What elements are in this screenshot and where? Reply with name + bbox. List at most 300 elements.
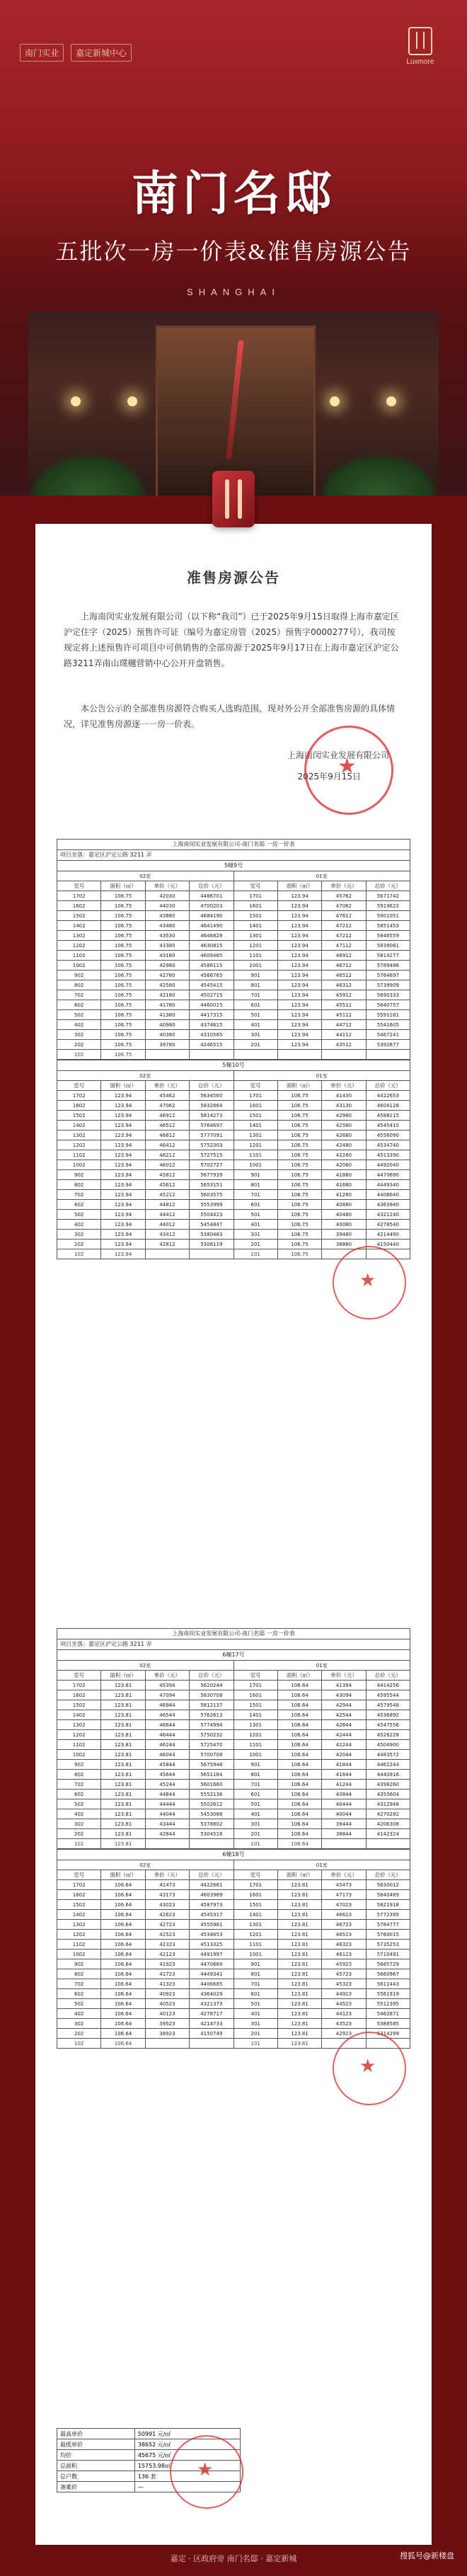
- table-cell: 5512395: [366, 1999, 410, 2009]
- table-cell: 102: [57, 2039, 101, 2049]
- table-cell: 601: [233, 1200, 277, 1210]
- table-cell: 4206308: [366, 1819, 410, 1829]
- table-cell: 46912: [322, 951, 366, 961]
- column-header: 总价（元）: [366, 1671, 410, 1681]
- table-cell: 106.64: [101, 1979, 145, 1989]
- table-cell: 106.75: [277, 1140, 321, 1150]
- table-cell: 42080: [322, 1160, 366, 1170]
- table-cell: 4646828: [190, 931, 233, 941]
- table-cell: 123.94: [277, 901, 321, 911]
- table-row: [57, 1020, 410, 1030]
- table-cell: 4491997: [190, 1950, 233, 1959]
- table-cell: 1502: [57, 1900, 101, 1910]
- table-row: [57, 980, 410, 990]
- table-cell: 123.94: [101, 1220, 145, 1230]
- table-cell: 4609465: [190, 951, 233, 961]
- table-cell: 701: [233, 1190, 277, 1200]
- table-cell: 106.64: [277, 1780, 321, 1790]
- table-cell: 40380: [145, 1030, 189, 1040]
- table-cell: 45512: [322, 1000, 366, 1010]
- table-cell: 1101: [233, 1150, 277, 1160]
- table-cell: 5502612: [190, 1799, 233, 1809]
- table-cell: 41923: [145, 1959, 189, 1969]
- table-cell: 123.94: [101, 1121, 145, 1130]
- table-cell: 5671742: [366, 891, 410, 901]
- table-row: [57, 1780, 410, 1790]
- table-cell: 106.64: [101, 2039, 145, 2049]
- notice-paragraph-2: 本公告公示的全部准售房源符合购买人选购范围，现对外公开全部准售房源的具体情况，详见准售房源逐一一房一价表。: [64, 704, 396, 729]
- table-cell: 106.75: [101, 961, 145, 971]
- table-caption: 上海南闵实业发展有限公司-南门名邸 一房一价表: [57, 839, 410, 849]
- table-cell: 41323: [145, 1979, 189, 1989]
- table-cell: 41680: [322, 1180, 366, 1190]
- table-cell: 201: [233, 1040, 277, 1050]
- table-cell: 47023: [322, 1900, 366, 1910]
- table-cell: 42923: [322, 2029, 366, 2039]
- table-cell: 5651184: [190, 1770, 233, 1780]
- table-cell: 41394: [322, 1681, 366, 1690]
- table-cell: 42444: [322, 1730, 366, 1740]
- table-cell: 1002: [57, 961, 101, 971]
- table-cell: 302: [57, 2019, 101, 2029]
- table-row: [57, 1000, 410, 1010]
- table-cell: 502: [57, 1999, 101, 2009]
- summary-seal-icon: ★: [170, 2435, 243, 2509]
- table-cell: 1102: [57, 951, 101, 961]
- table-row: [57, 1790, 410, 1799]
- table-cell: 106.64: [277, 1809, 321, 1819]
- table-cell: 42680: [322, 1130, 366, 1140]
- table-cell: 123.81: [101, 1770, 145, 1780]
- hero-banner: [0, 0, 467, 496]
- table-cell: 45244: [145, 1780, 189, 1790]
- table-cell: 123.81: [101, 1790, 145, 1799]
- table-cell: 123.94: [277, 891, 321, 901]
- table-row: [57, 931, 410, 941]
- table-cell: 123.81: [101, 1710, 145, 1720]
- table-cell: 1601: [233, 1890, 277, 1900]
- table-cell: 42623: [145, 1910, 189, 1920]
- table-cell: 123.94: [101, 1190, 145, 1200]
- table-cell: 302: [57, 1819, 101, 1829]
- unit-right: 01室: [233, 1071, 410, 1081]
- table-row: [57, 1160, 410, 1170]
- table-row: [57, 990, 410, 1000]
- table-cell: 106.64: [277, 1760, 321, 1770]
- table-cell: 123.81: [101, 1780, 145, 1790]
- table-cell: 5789486: [366, 961, 410, 971]
- table-row: [57, 1190, 410, 1200]
- table-cell: 1301: [233, 931, 277, 941]
- table-row: [57, 901, 410, 911]
- table-cell: 4513325: [190, 1940, 233, 1950]
- table-cell: 42180: [145, 990, 189, 1000]
- price-table-1: [57, 839, 410, 1259]
- table-cell: 123.94: [101, 1091, 145, 1101]
- table-cell: 4588115: [366, 1111, 410, 1121]
- table-cell: 1401: [233, 1910, 277, 1920]
- table-cell: 1501: [233, 911, 277, 921]
- column-header: 单价（元）: [322, 1671, 366, 1681]
- table-cell: 4321240: [366, 1210, 410, 1220]
- table-row: [57, 1920, 410, 1930]
- table-cell: 41430: [322, 1091, 366, 1101]
- column-header: 室号: [233, 1671, 277, 1681]
- table-cell: 123.81: [101, 1809, 145, 1819]
- column-header: 面积（㎡）: [101, 1081, 145, 1091]
- table-cell: 4604128: [366, 1101, 410, 1111]
- table-cell: 123.81: [277, 2009, 321, 2019]
- table-cell: 106.75: [101, 941, 145, 951]
- table-cell: 123.81: [101, 1730, 145, 1740]
- building-label: 5幢9号: [57, 860, 410, 871]
- table-cell: 401: [233, 1220, 277, 1230]
- table-cell: 5640757: [366, 1000, 410, 1010]
- table-cell: 5725470: [190, 1740, 233, 1750]
- table-cell: 602: [57, 1000, 101, 1010]
- table-cell: 901: [233, 1959, 277, 1969]
- table-cell: 42544: [322, 1710, 366, 1720]
- table-cell: 44123: [322, 2009, 366, 2019]
- table-row: [57, 2019, 410, 2029]
- table-cell: 301: [233, 1030, 277, 1040]
- table-cell: 5840489: [366, 1890, 410, 1900]
- table-cell: 1702: [57, 1880, 101, 1890]
- table-cell: 123.94: [277, 971, 321, 980]
- table-cell: 40880: [322, 1200, 366, 1210]
- column-header: 总价（元）: [366, 881, 410, 891]
- table-cell: 1601: [233, 1690, 277, 1700]
- table-cell: 43380: [145, 941, 189, 951]
- table-cell: 45112: [322, 1010, 366, 1020]
- table-cell: 46323: [322, 1940, 366, 1950]
- table-cell: 201: [233, 2029, 277, 2039]
- table-cell: 4422681: [190, 1880, 233, 1890]
- table-cell: 106.64: [101, 1930, 145, 1940]
- table-cell: 123.94: [277, 1030, 321, 1040]
- table-cell: 123.81: [277, 1900, 321, 1910]
- table-cell: 102: [57, 1839, 101, 1849]
- table-cell: 106.75: [277, 1249, 321, 1259]
- table-cell: 1401: [233, 1710, 277, 1720]
- table-cell: 106.64: [101, 1890, 145, 1900]
- table-cell: 5454847: [190, 1220, 233, 1230]
- table-cell: 43094: [322, 1690, 366, 1700]
- table-cell: 4278717: [190, 2009, 233, 2019]
- column-header: 单价（元）: [145, 1671, 189, 1681]
- table-cell: 45394: [145, 1681, 189, 1690]
- table-cell: 301: [233, 1230, 277, 1240]
- table-cell: 106.64: [101, 1910, 145, 1920]
- table-cell: 123.94: [101, 1230, 145, 1240]
- page-subtitle: 五批次一房一价表&准售房源公告: [55, 239, 412, 264]
- table-cell: 40044: [322, 1809, 366, 1819]
- table-cell: 5685729: [366, 1959, 410, 1969]
- table-cell: 1001: [233, 1160, 277, 1170]
- table-cell: 38844: [322, 1829, 366, 1839]
- table-cell: 42480: [322, 1140, 366, 1150]
- column-header: 总价（元）: [190, 1870, 233, 1880]
- table-cell: 38880: [322, 1240, 366, 1249]
- price-grid: [57, 1070, 410, 1259]
- table-cell: 44812: [145, 1200, 189, 1210]
- table-cell: 123.81: [277, 1910, 321, 1920]
- lamp-icon: [127, 396, 137, 406]
- table-row: [57, 1230, 410, 1240]
- notice-date: 2025年9月15日: [297, 772, 361, 782]
- table-cell: 123.94: [101, 1170, 145, 1180]
- table-row: [57, 1150, 410, 1160]
- table-cell: 4246515: [190, 1040, 233, 1050]
- table-cell: 43023: [145, 1900, 189, 1910]
- table-cell: 1402: [57, 1121, 101, 1130]
- table-cell: 1302: [57, 1920, 101, 1930]
- column-header: 单价（元）: [145, 1081, 189, 1091]
- table-cell: 44444: [145, 1799, 189, 1809]
- table-cell: 4547556: [366, 1720, 410, 1730]
- table-cell: 43530: [145, 931, 189, 941]
- emblem-icon: [212, 471, 255, 527]
- footer-row: [57, 1839, 410, 1849]
- table-cell: 1502: [57, 911, 101, 921]
- table-cell: 202: [57, 1829, 101, 1839]
- table-cell: 46944: [145, 1700, 189, 1710]
- table-cell: 39780: [145, 1040, 189, 1050]
- table-cell: 4355604: [366, 1790, 410, 1799]
- table-cell: 902: [57, 1170, 101, 1180]
- table-cell: 45923: [322, 1959, 366, 1969]
- table-cell: 4417315: [190, 1010, 233, 1020]
- table-cell: 40844: [322, 1790, 366, 1799]
- table-row: [57, 1220, 410, 1230]
- table-cell: 123.94: [101, 1210, 145, 1220]
- table-cell: 123.94: [277, 921, 321, 931]
- table-cell: 5851453: [366, 921, 410, 931]
- table-cell: 1001: [233, 1750, 277, 1760]
- table-cell: 802: [57, 1770, 101, 1780]
- brand-mark-icon: [408, 27, 432, 55]
- table-cell: 4422653: [366, 1091, 410, 1101]
- table-cell: 47062: [145, 1101, 189, 1111]
- table-cell: 4545415: [190, 980, 233, 990]
- table-row: [57, 1999, 410, 2009]
- table-row: [57, 911, 410, 921]
- table-cell: 45612: [145, 1180, 189, 1190]
- table-cell: 601: [233, 1989, 277, 1999]
- table-cell: 45212: [145, 1190, 189, 1200]
- table-row: [57, 1979, 410, 1989]
- table-row: [57, 1950, 410, 1959]
- table-cell: 106.75: [101, 971, 145, 980]
- table-cell: 123.94: [101, 1249, 145, 1259]
- table-cell: 123.94: [277, 1000, 321, 1010]
- table-cell: 123.81: [277, 1940, 321, 1950]
- table-cell: [145, 1839, 189, 1849]
- table-cell: 1701: [233, 1091, 277, 1101]
- table-cell: 106.75: [277, 1240, 321, 1249]
- table-cell: 501: [233, 1999, 277, 2009]
- table-cell: 123.94: [277, 1040, 321, 1050]
- table-cell: 4545317: [190, 1910, 233, 1920]
- table-cell: 5690333: [366, 990, 410, 1000]
- table-cell: 4398260: [366, 1780, 410, 1790]
- table-cell: 123.94: [101, 1150, 145, 1160]
- table-cell: 46212: [145, 1150, 189, 1160]
- table-cell: 106.64: [101, 2019, 145, 2029]
- table-row: [57, 1681, 410, 1690]
- table-cell: 1202: [57, 1930, 101, 1940]
- table-cell: 202: [57, 2029, 101, 2039]
- table-row: [57, 1710, 410, 1720]
- table-cell: 1101: [233, 1940, 277, 1950]
- table-cell: 106.75: [101, 951, 145, 961]
- table-cell: 40523: [145, 1999, 189, 2009]
- summary-value: 50991 元/㎡: [134, 2429, 240, 2439]
- table-cell: 106.64: [277, 1740, 321, 1750]
- table-cell: 45723: [322, 1969, 366, 1979]
- column-header: 面积（㎡）: [277, 1870, 321, 1880]
- table-cell: 106.64: [277, 1690, 321, 1700]
- table-cell: 901: [233, 1760, 277, 1770]
- table-cell: 4462244: [366, 1760, 410, 1770]
- table-cell: [277, 1050, 321, 1060]
- table-cell: 4641490: [190, 921, 233, 931]
- column-header: 总价（元）: [190, 1081, 233, 1091]
- table-cell: 106.75: [101, 921, 145, 931]
- table-cell: 4150440: [366, 1240, 410, 1249]
- table-cell: 602: [57, 1989, 101, 1999]
- table-cell: 4587973: [190, 1900, 233, 1910]
- table-row: [57, 1010, 410, 1020]
- table-cell: 46712: [322, 961, 366, 971]
- table-cell: 42280: [322, 1150, 366, 1160]
- table-cell: 123.94: [101, 1180, 145, 1190]
- table-cell: 123.81: [101, 1750, 145, 1760]
- table-cell: 4603969: [190, 1890, 233, 1900]
- table-row: [57, 1111, 410, 1121]
- table-cell: 5620244: [190, 1681, 233, 1690]
- table-cell: 4270292: [366, 1809, 410, 1819]
- table-cell: 40923: [145, 1989, 189, 1999]
- table-cell: 106.75: [101, 1020, 145, 1030]
- unit-row: [57, 1661, 410, 1671]
- table-cell: 5762613: [190, 1710, 233, 1720]
- table-row: [57, 961, 410, 971]
- table-cell: 42044: [322, 1750, 366, 1760]
- table-cell: 4414256: [366, 1681, 410, 1690]
- table-cell: 4526228: [366, 1730, 410, 1740]
- company-seal-icon: ★: [304, 726, 393, 815]
- table-cell: 44844: [145, 1790, 189, 1799]
- table-cell: 46123: [322, 1950, 366, 1959]
- column-header: 室号: [57, 1671, 101, 1681]
- table-cell: 44923: [322, 1989, 366, 1999]
- table-cell: 5764697: [190, 1121, 233, 1130]
- table-cell: 47212: [322, 931, 366, 941]
- summary-label: 总面积: [57, 2461, 135, 2471]
- table-cell: 42523: [145, 1930, 189, 1940]
- unit-right: 01室: [233, 1661, 410, 1671]
- table-cell: 1102: [57, 1150, 101, 1160]
- table-cell: [190, 1050, 233, 1060]
- column-header: 单价（元）: [322, 1081, 366, 1091]
- table-cell: 101: [233, 1839, 277, 1849]
- table-cell: 1401: [233, 921, 277, 931]
- table-cell: 46012: [145, 1160, 189, 1170]
- table-cell: 4556090: [366, 1130, 410, 1140]
- table-cell: 5306119: [190, 1240, 233, 1249]
- table-cell: 802: [57, 1969, 101, 1979]
- table-cell: 902: [57, 1760, 101, 1770]
- table-cell: 106.75: [277, 1170, 321, 1180]
- table-cell: 46412: [145, 1140, 189, 1150]
- table-cell: 106.64: [277, 1710, 321, 1720]
- table-cell: 41844: [322, 1760, 366, 1770]
- column-header: 单价（元）: [145, 1870, 189, 1880]
- table-cell: 46612: [145, 1130, 189, 1140]
- table-cell: 106.75: [277, 1230, 321, 1240]
- table-cell: 801: [233, 1969, 277, 1979]
- table-cell: 102: [57, 1050, 101, 1060]
- table-cell: 402: [57, 1020, 101, 1030]
- table-cell: 106.64: [101, 1950, 145, 1959]
- table-cell: 106.75: [277, 1200, 321, 1210]
- summary-value: —: [134, 2482, 240, 2492]
- table-cell: 46623: [322, 1910, 366, 1920]
- table-cell: 106.64: [101, 1959, 145, 1969]
- table-cell: [322, 1050, 366, 1060]
- column-header: 面积（㎡）: [101, 1870, 145, 1880]
- table-cell: 302: [57, 1230, 101, 1240]
- table-cell: 123.81: [101, 1740, 145, 1750]
- table-cell: 1402: [57, 921, 101, 931]
- lamp-icon: [330, 396, 340, 406]
- table-cell: 1302: [57, 1720, 101, 1730]
- table-cell: 106.64: [277, 1819, 321, 1829]
- table-cell: 601: [233, 1000, 277, 1010]
- table-cell: 43180: [145, 951, 189, 961]
- table-cell: 402: [57, 1220, 101, 1230]
- column-header: 面积（㎡）: [277, 881, 321, 891]
- table-cell: 46512: [322, 971, 366, 980]
- table-cell: 4470690: [366, 1170, 410, 1180]
- table-cell: 5846559: [366, 931, 410, 941]
- table-cell: 902: [57, 1959, 101, 1969]
- table-cell: 123.94: [101, 1111, 145, 1121]
- table-cell: 106.75: [101, 901, 145, 911]
- table-cell: 1602: [57, 901, 101, 911]
- table-cell: 5601660: [190, 1780, 233, 1790]
- table-cell: 1402: [57, 1910, 101, 1920]
- table-cell: 123.94: [101, 1200, 145, 1210]
- table-cell: 106.75: [101, 1040, 145, 1050]
- table-cell: 45462: [145, 1091, 189, 1101]
- table-cell: 5304516: [190, 1829, 233, 1839]
- table-row: [57, 921, 410, 931]
- table-cell: 42944: [322, 1700, 366, 1710]
- table-cell: 46244: [145, 1740, 189, 1750]
- column-header: 单价（元）: [322, 881, 366, 891]
- table-cell: 702: [57, 990, 101, 1000]
- table-cell: 123.94: [277, 941, 321, 951]
- column-header: 面积（㎡）: [277, 1671, 321, 1681]
- table-cell: 123.94: [277, 1010, 321, 1020]
- table-row: [57, 1890, 410, 1900]
- table-cell: 401: [233, 1020, 277, 1030]
- table-cell: 601: [233, 1790, 277, 1799]
- table-cell: 1601: [233, 1101, 277, 1111]
- table-cell: 5901051: [366, 911, 410, 921]
